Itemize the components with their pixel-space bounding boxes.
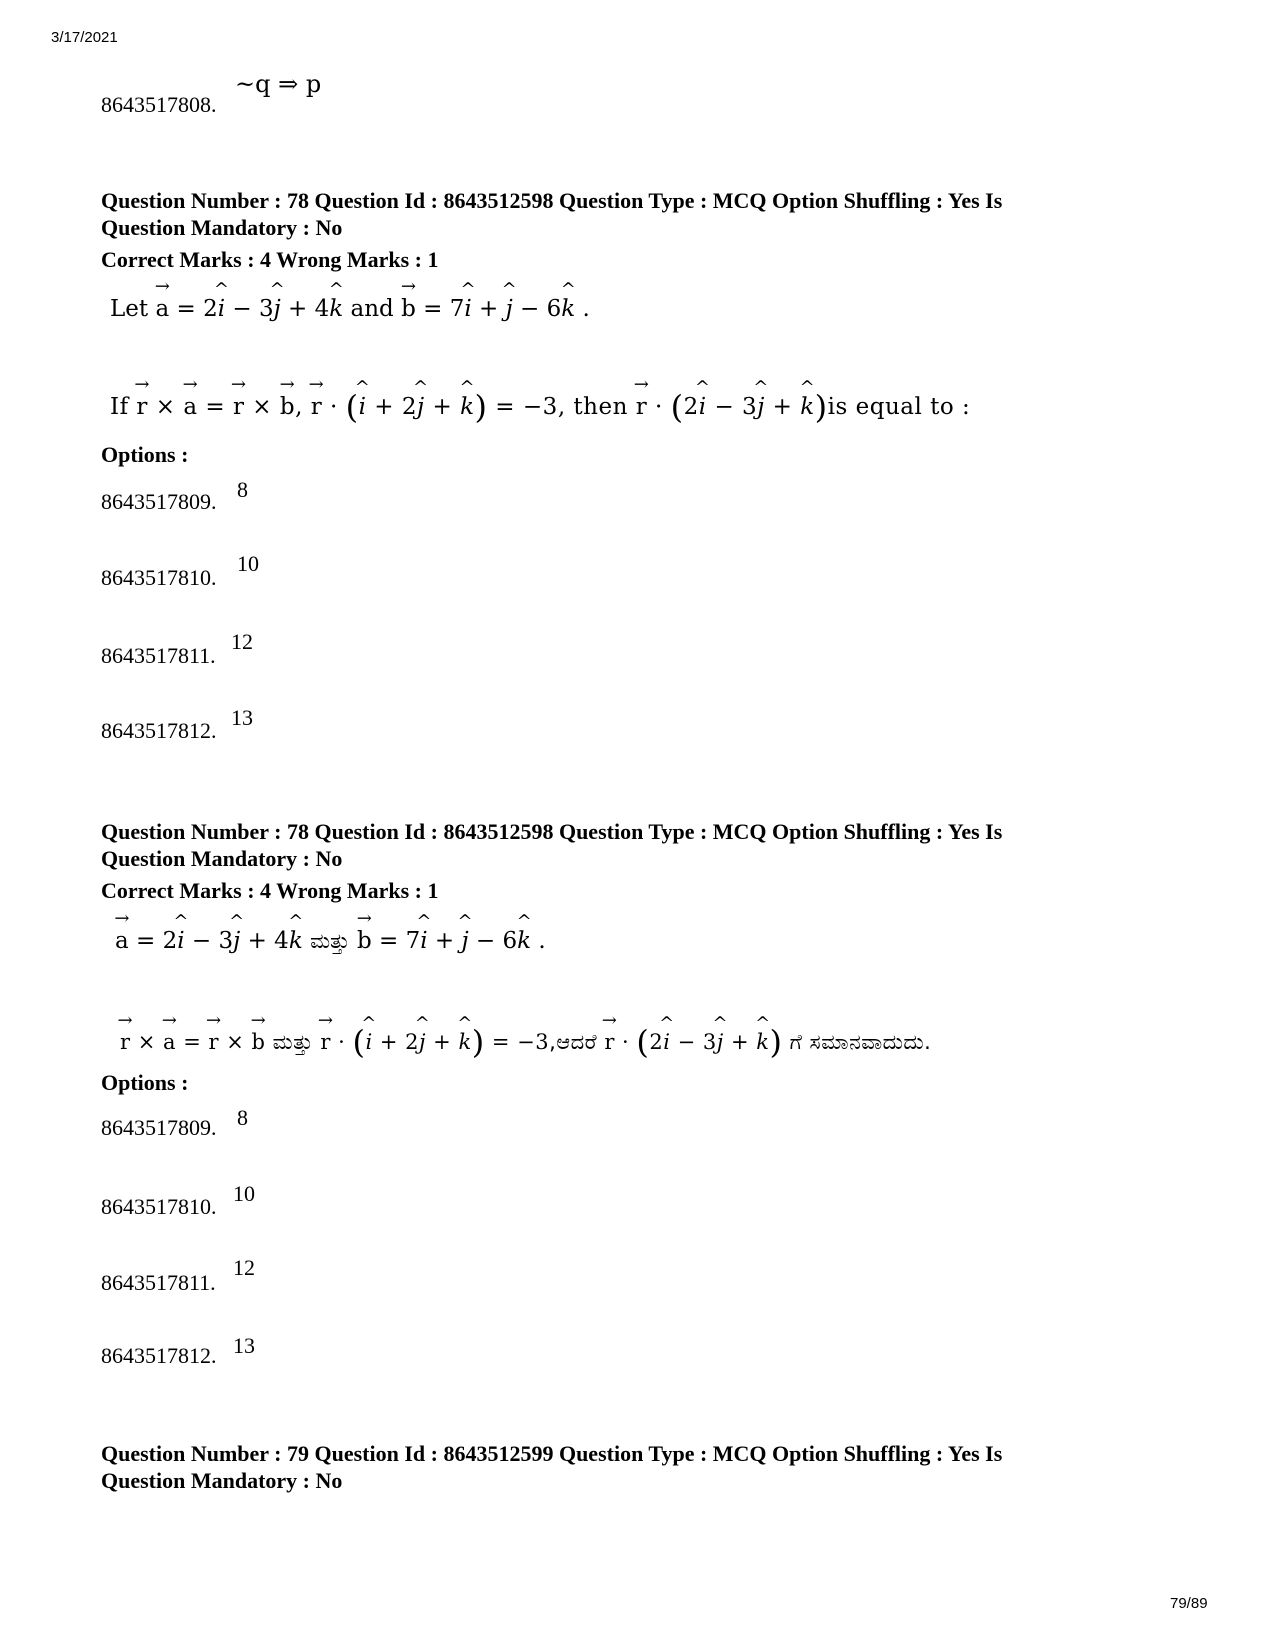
vector-a: → a	[155, 296, 169, 322]
vector-b: → b	[401, 296, 416, 322]
vector-a: → a	[163, 1030, 176, 1054]
unit-k: ^ k	[460, 394, 474, 420]
unit-i: ^ i	[365, 1030, 372, 1054]
unit-j: ^ j	[419, 1030, 426, 1054]
q2-option-4-value: 13	[233, 1333, 255, 1358]
paren: (	[345, 388, 359, 426]
q2-condition: → r × → a = → r × → b ಮತ್ತು → r · (^ i + 2^ j + ^ k) = −3,ಆದರೆ → r · (2^ i − 3^ j + ^ k) ಗೆ ಸಮಾನವಾದುದು.	[120, 1023, 931, 1061]
vector-b: → b	[280, 394, 295, 420]
vector-r: → r	[320, 1030, 331, 1054]
q2-option-3-id: 8643517811.	[101, 1270, 216, 1295]
q1-then-word: , then	[557, 394, 628, 420]
q1-option-1-id: 8643517809.	[101, 489, 217, 514]
q1-let-word: Let	[110, 296, 149, 322]
q1-and-word: and	[350, 296, 394, 322]
unit-k: ^ k	[561, 296, 575, 322]
q2-mattu-word: ಮತ್ತು	[310, 929, 350, 953]
q1-option-2-id: 8643517810.	[101, 565, 217, 590]
unit-k: ^ k	[458, 1030, 471, 1054]
paren: )	[814, 388, 828, 426]
q1-condition: If → r × → a = → r × → b, → r · (^ i + 2^ j + ^ k) = −3, then → r · (2^ i − 3^ j + ^ k)is equal to :	[110, 388, 970, 426]
q1-if-word: If	[110, 394, 129, 420]
q2-ge-samana-phrase: ಗೆ ಸಮಾನವಾದುದು.	[789, 1030, 932, 1054]
q1-marks: Correct Marks : 4 Wrong Marks : 1	[101, 247, 439, 272]
vector-r: → r	[311, 394, 323, 420]
vector-a: → a	[115, 928, 129, 954]
unit-i: ^ i	[359, 394, 367, 420]
print-date: 3/17/2021	[51, 29, 118, 46]
q2-header-line1: Question Number : 78 Question Id : 8643512598 Question Type : MCQ Option Shuffling : Yes Is	[101, 819, 1003, 844]
q1-option-2-value: 10	[237, 551, 259, 576]
q2-options-label: Options :	[101, 1070, 189, 1095]
prev-option-value: ~q ⇒ p	[235, 70, 322, 98]
q2-option-3-value: 12	[233, 1255, 255, 1280]
q1-option-4-value: 13	[231, 705, 253, 730]
q1-option-4-id: 8643517812.	[101, 718, 217, 743]
unit-j: ^ j	[506, 296, 513, 322]
vector-r: → r	[604, 1030, 615, 1054]
unit-k: ^ k	[329, 296, 343, 322]
q1-header-line2: Question Mandatory : No	[101, 215, 343, 240]
q1-option-3-value: 12	[231, 629, 253, 654]
unit-i: ^ i	[218, 296, 225, 322]
q1-is-equal-phrase: is equal to :	[827, 394, 971, 420]
unit-j: ^ j	[717, 1030, 724, 1054]
vector-r: → r	[136, 394, 148, 420]
vector-r: → r	[120, 1030, 131, 1054]
paren: )	[471, 1023, 485, 1061]
page-number: 79/89	[1170, 1595, 1208, 1612]
q2-option-1-id: 8643517809.	[101, 1115, 217, 1140]
paren: (	[636, 1023, 650, 1061]
q2-marks: Correct Marks : 4 Wrong Marks : 1	[101, 878, 439, 903]
q2-header-line2: Question Mandatory : No	[101, 846, 343, 871]
unit-i: ^ i	[699, 394, 707, 420]
vector-r: → r	[233, 394, 245, 420]
unit-j: ^ j	[757, 394, 765, 420]
unit-j: ^ j	[417, 394, 425, 420]
vector-b: → b	[251, 1030, 265, 1054]
vector-a: → a	[183, 394, 197, 420]
q2-mattu-word: ಮತ್ತು	[272, 1030, 314, 1054]
paren: )	[474, 388, 488, 426]
unit-j: ^ j	[461, 928, 468, 954]
paren: (	[352, 1023, 366, 1061]
unit-k: ^ k	[756, 1030, 769, 1054]
q3-header-line2: Question Mandatory : No	[101, 1468, 343, 1493]
prev-option-id: 8643517808.	[101, 92, 217, 117]
paren: (	[670, 388, 684, 426]
unit-j: ^ j	[274, 296, 281, 322]
unit-i: ^ i	[420, 928, 427, 954]
vector-r: → r	[208, 1030, 219, 1054]
q1-header-line1: Question Number : 78 Question Id : 8643512598 Question Type : MCQ Option Shuffling : Yes Is	[101, 188, 1003, 213]
unit-k: ^ k	[289, 928, 303, 954]
q1-option-1-value: 8	[237, 477, 248, 502]
q1-option-3-id: 8643517811.	[101, 643, 216, 668]
unit-i: ^ i	[663, 1030, 670, 1054]
paren: )	[769, 1023, 783, 1061]
unit-i: ^ i	[177, 928, 184, 954]
unit-j: ^ j	[233, 928, 240, 954]
q2-adare-word: ,ಆದರೆ	[549, 1030, 598, 1054]
q2-option-1-value: 8	[237, 1105, 248, 1130]
vector-b: → b	[357, 928, 372, 954]
q2-option-2-value: 10	[233, 1181, 255, 1206]
q2-option-2-id: 8643517810.	[101, 1194, 217, 1219]
q2-given-vectors: → a = 2^ i − 3^ j + 4^ k ಮತ್ತು → b = 7^ i + ^ j − 6^ k .	[115, 928, 546, 954]
unit-k: ^ k	[800, 394, 814, 420]
q1-options-label: Options :	[101, 442, 189, 467]
q3-header-line1: Question Number : 79 Question Id : 8643512599 Question Type : MCQ Option Shuffling : Yes Is	[101, 1441, 1003, 1466]
vector-r: → r	[636, 394, 648, 420]
q2-option-4-id: 8643517812.	[101, 1343, 217, 1368]
unit-k: ^ k	[517, 928, 531, 954]
q1-given-vectors: Let → a = 2^ i − 3^ j + 4^ k and → b = 7^ i + ^ j − 6^ k .	[110, 296, 590, 322]
unit-i: ^ i	[464, 296, 471, 322]
